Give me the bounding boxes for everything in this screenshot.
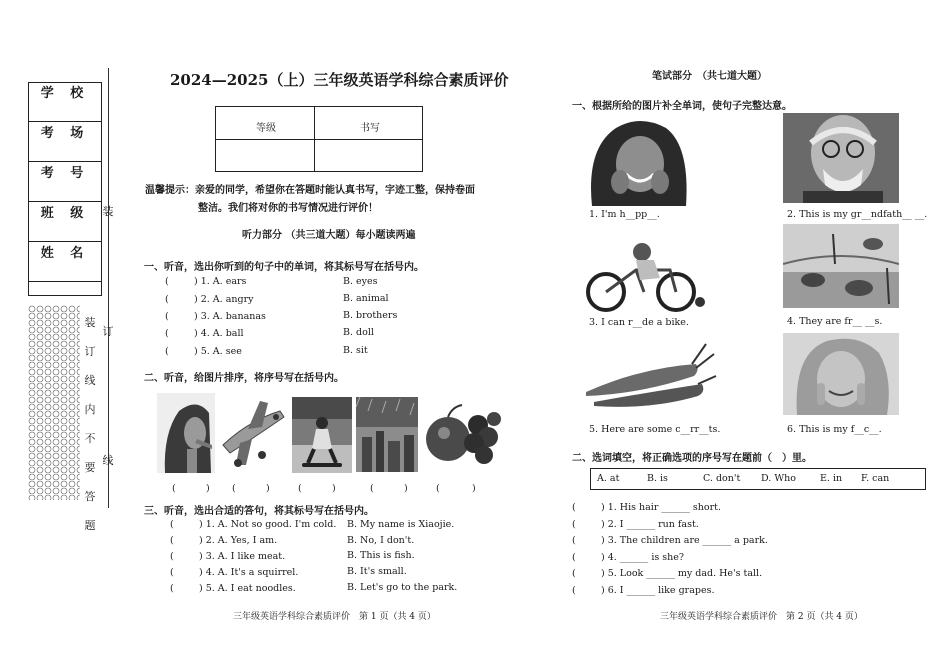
binding-char: 装 [102, 205, 114, 218]
tip-line-2: 整洁。我们将对你的书写情况进行评价！ [198, 203, 378, 214]
list-item: 1. I'm h__pp__. [589, 209, 660, 220]
list-item: 4. They are fr__ __s. [787, 316, 883, 327]
list-item: B. eyes [343, 276, 378, 287]
list-item: ) 1. A. Not so good. I'm cold. [199, 519, 337, 530]
list-item: B. It's small. [347, 566, 407, 577]
grapes-apple-icon [422, 395, 506, 473]
word-bank-box [590, 468, 926, 490]
girl-face-icon [783, 333, 899, 415]
written-header: 笔试部分 （共七道大题） [652, 71, 767, 82]
tip-line-1: 温馨提示：亲爱的同学，希望你在答题时能认真书写，字迹工整，保持卷面 [145, 185, 475, 196]
list-item: 6. This is my f__c__. [787, 424, 882, 435]
list-item: ) 5. A. see [194, 346, 242, 357]
option-d: D. Who [761, 473, 796, 484]
carrots-icon [580, 340, 718, 416]
binding-line [108, 68, 109, 508]
grade-header: 等级 [256, 123, 276, 134]
binding-char: 订 [102, 325, 114, 338]
section-3-title: 三、听音，选出合适的答句，将其标号写在括号内。 [144, 506, 374, 517]
list-item: ) 3. A. bananas [194, 311, 266, 322]
binding-notice: 装 订 线 内 不 要 答 题 [84, 316, 96, 532]
info-name: 姓 名 [29, 243, 101, 282]
list-item: ) 4. A. It's a squirrel. [199, 567, 299, 578]
listening-header: 听力部分 （共三道大题）每小题读两遍 [242, 230, 416, 241]
list-item: ) 5. Look ______ my dad. He's tall. [601, 568, 763, 579]
boy-skateboard-icon [292, 397, 352, 473]
list-item: ) 3. A. I like meat. [199, 551, 286, 562]
list-item: ) 1. His hair ______ short. [601, 502, 722, 513]
list-item: ) 1. A. ears [194, 276, 247, 287]
info-exam-number: 考 号 [29, 163, 101, 202]
hex-pattern [28, 305, 80, 500]
frogs-icon [783, 224, 899, 308]
page-title: 2024—2025（上）三年级英语学科综合素质评价 [170, 71, 509, 89]
info-class: 班 级 [29, 203, 101, 242]
girl-pointing-nose-icon [157, 393, 215, 473]
option-c: C. don't [703, 473, 741, 484]
list-item: ) 4. A. ball [194, 328, 244, 339]
list-item: B. animal [343, 293, 389, 304]
laughing-girl-icon [586, 118, 694, 206]
option-e: E. in [820, 473, 843, 484]
grade-table [215, 106, 423, 172]
list-item: B. No, I don't. [347, 535, 415, 546]
list-item: ( [165, 276, 169, 287]
list-item: ) 3. The children are ______ a park. [601, 535, 768, 546]
list-item: ) 2. I ______ run fast. [601, 519, 699, 530]
list-item: ) 2. A. Yes, I am. [199, 535, 278, 546]
list-item: 3. I can r__de a bike. [589, 317, 689, 328]
p2-section-2-title: 二、选词填空，将正确选项的序号写在题前（ ）里。 [572, 453, 812, 464]
list-item: B. brothers [343, 310, 398, 321]
airplane-icon [218, 397, 286, 471]
list-item: ) 2. A. angry [194, 294, 254, 305]
list-item: B. This is fish. [347, 550, 415, 561]
info-school: 学 校 [29, 83, 101, 122]
list-item: ) 5. A. I eat noodles. [199, 583, 296, 594]
list-item: 2. This is my gr__ndfath__ __. [787, 209, 928, 220]
city-rain-icon [356, 397, 418, 472]
student-info-box [28, 82, 102, 296]
page-2-footer: 三年级英语学科综合素质评价 第 2 页（共 4 页） [660, 612, 863, 622]
list-item: B. My name is Xiaojie. [347, 519, 455, 530]
option-f: F. can [861, 473, 890, 484]
list-item: ) 6. I ______ like grapes. [601, 585, 715, 596]
boy-bike-icon [580, 240, 714, 312]
section-2-title: 二、听音，给图片排序，将序号写在括号内。 [144, 373, 344, 384]
p2-section-1-title: 一、根据所给的图片补全单词，使句子完整达意。 [572, 101, 792, 112]
list-item: ) 4. ______ is she? [601, 552, 684, 563]
list-item: B. Let's go to the park. [347, 582, 458, 593]
section-1-title: 一、听音，选出你听到的句子中的单词，将其标号写在括号内。 [144, 262, 424, 273]
page-1-footer: 三年级英语学科综合素质评价 第 1 页（共 4 页） [233, 612, 436, 622]
list-item: B. sit [343, 345, 368, 356]
info-exam-room: 考 场 [29, 123, 101, 162]
grandfather-icon [783, 113, 899, 203]
option-a: A. at [597, 473, 620, 484]
binding-char: 线 [102, 454, 114, 467]
list-item: B. doll [343, 327, 374, 338]
list-item: 5. Here are some c__rr__ts. [589, 424, 721, 435]
option-b: B. is [647, 473, 668, 484]
writing-header: 书写 [360, 123, 380, 134]
